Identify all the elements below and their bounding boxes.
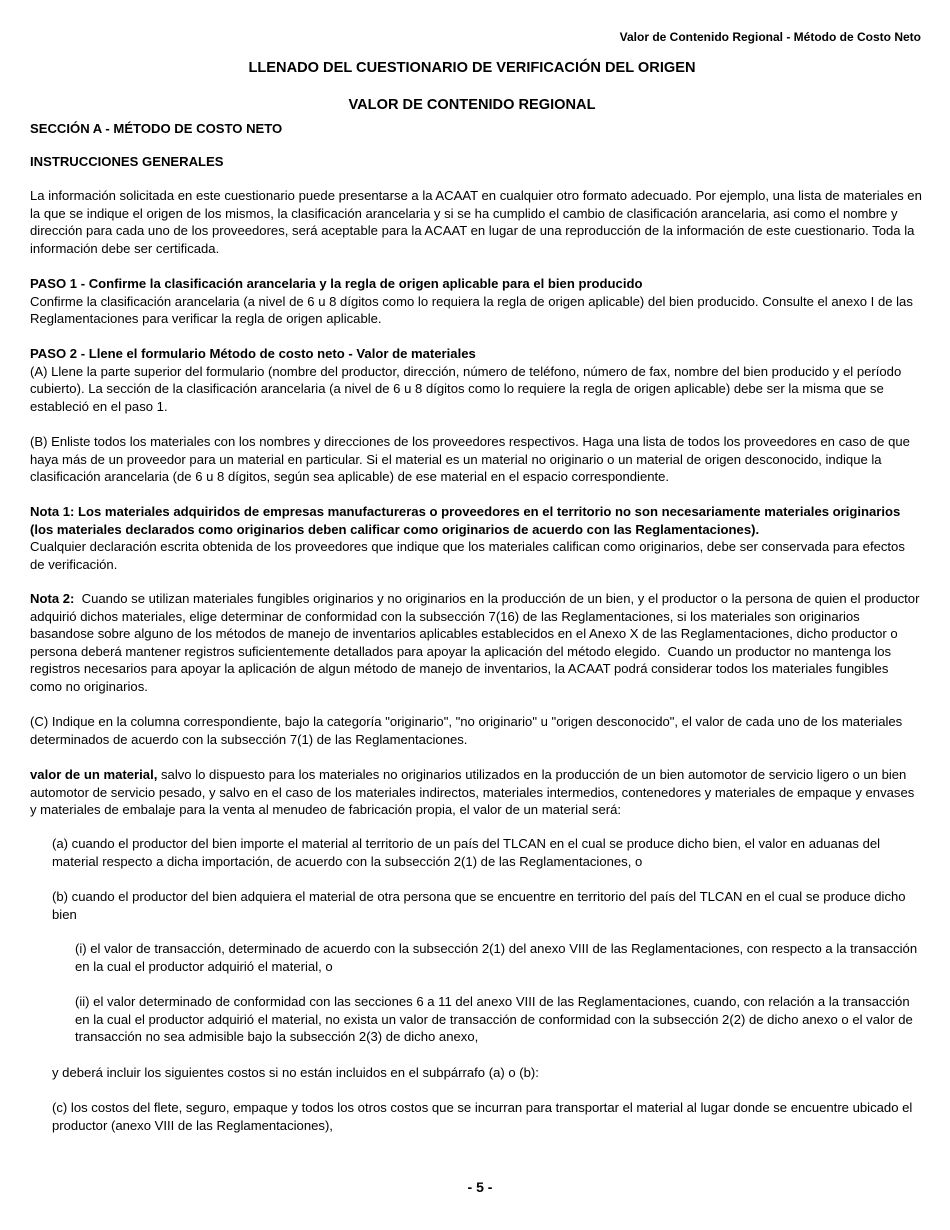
note1-bold: Nota 1: Los materiales adquiridos de empresas manufactureras o proveedores en el territorio no son necesariamente materiales originarios (los materiales declarados como originarios deben calificar como originarios de acuerdo con las Reglamentaciones). — [30, 504, 901, 537]
general-instructions-heading: INSTRUCCIONES GENERALES — [30, 154, 224, 169]
item-b-i: (i) el valor de transacción, determinado de acuerdo con la subsección 2(1) del anexo VIII de las Reglamentaciones, con respecto a la transacción en la cual el productor adquirió el material, o — [75, 941, 918, 974]
note1-text: Cualquier declaración escrita obtenida de los proveedores que indique que los materiales califican como originarios, debe ser conservada para efectos de verificación. — [30, 539, 905, 572]
step2-c-text: (C) Indique en la columna correspondiente, bajo la categoría "originario", "no originario" u "origen desconocido", el valor de cada uno de los materiales determinados de acuerdo con la subsección 7(1) de las Reglamentaciones. — [30, 714, 903, 747]
document-subtitle: VALOR DE CONTENIDO REGIONAL — [348, 97, 596, 113]
note1 — [30, 503, 922, 573]
step2-b-text: (B) Enliste todos los materiales con los nombres y direcciones de los proveedores respectivos. Haga una lista de todos los proveedores en caso de que haya más de un proveedor para un material en particular. Si el material es un material no originario o un material de origen desconocido, indique la clasificación arancelaria (de 6 u 8 dígitos, según sea aplicable) de ese material en el espacio correspondiente. — [30, 434, 910, 485]
step1 — [30, 275, 922, 328]
note2-text: Cuando se utilizan materiales fungibles originarios y no originarios en la producción de un bien, y el productor o la persona de quien el productor adquirió dichos materiales, elige determinar de conformidad con la subsección 7(16) de las Reglamentaciones, si los materiales son originarios basandose sobre alguno de los métodos de manejo de inventarios aplicables establecidos en el Anexo X de las Reglamentaciones, dicho productor o persona deberá mantener registros suficientemente detallados para apoyar la aplicación del método elegido. Cuando un productor no mantenga los registros necesarios para apoyar la aplicación de algun método de manejo de inventarios, la ACAAT podrá considerar todos los materiales fungibles como no originarios. — [30, 591, 924, 694]
note2-label: Nota 2: — [30, 591, 75, 606]
item-b-ii: (ii) el valor determinado de conformidad con las secciones 6 a 11 del anexo VIII de las Reglamentaciones, cuando, con relación a la transacción en la cual el productor adquirió el material, no exista un valor de transacción de conformidad con la subsección 2(2) de dicho anexo o el valor de transacción no sea admisible bajo la subsección 2(3) de dicho anexo, — [75, 994, 913, 1045]
step2-a-text: (A) Llene la parte superior del formulario (nombre del productor, dirección, número de teléfono, número de fax, nombre del bien producido y el período cubierto). La sección de la clasificación arancelaria (a nivel de 6 u 8 dígitos como lo requiere la regla de origen aplicable) debe ser la misma que se estableció en el paso 1. — [30, 363, 902, 414]
item-b: (b) cuando el productor del bien adquiera el material de otra persona que se encuentre en territorio del país del TLCAN en el cual se produce dicho bien — [52, 889, 906, 922]
material-value-label: valor de un material, — [30, 767, 158, 782]
step2 — [30, 345, 922, 415]
section-a-heading: SECCIÓN A - MÉTODO DE COSTO NETO — [30, 121, 283, 136]
step1-text: Confirme la clasificación arancelaria (a nivel de 6 u 8 dígitos como lo requiera la regla de origen aplicable) del bien producido. Consulte el anexo I de las Reglamentaciones para verificar la regla de origen aplicable. — [30, 293, 913, 327]
intro-paragraph: La información solicitada en este cuestionario puede presentarse a la ACAAT en cualquier otro formato adecuado. Por ejemplo, una lista de materiales en la que se indique el origen de los mismos, la clasificación arancelaria y si se ha cumplido el cambio de clasificación arancelaria, asi como el nombre y dirección para cada uno de los proveedores, será aceptable para la ACAAT en lugar de una reproducción de la información de este cuestionario. Toda la información debe ser certificada. — [30, 188, 922, 256]
step2-heading: PASO 2 - Llene el formulario Método de costo neto - Valor de materiales — [30, 346, 476, 361]
document-title: LLENADO DEL CUESTIONARIO DE VERIFICACIÓN DEL ORIGEN — [248, 60, 696, 76]
page-number: - 5 - — [467, 1179, 493, 1195]
running-header: Valor de Contenido Regional - Método de Costo Neto — [619, 30, 921, 44]
material-value-definition — [30, 766, 922, 819]
costs-intro: y deberá incluir los siguientes costos si no están incluidos en el subpárrafo (a) o (b): — [52, 1065, 539, 1080]
material-value-text: salvo lo dispuesto para los materiales no originarios utilizados en la producción de un bien automotor de servicio ligero o un bien automotor de servicio pesado, y salvo en el caso de los materiales indirectos, materiales intermedios, contenedores y materiales de empaque y envases y materiales de embalaje para la venta al menudeo de fabricación propia, el valor de un material será: — [30, 767, 918, 818]
step1-heading: PASO 1 - Confirme la clasificación arancelaria y la regla de origen aplicable para el bien producido — [30, 276, 643, 291]
item-a: (a) cuando el productor del bien importe el material al territorio de un país del TLCAN en el cual se produce dicho bien, el valor en aduanas del material respecto a dicha importación, de acuerdo con la subsección 2(1) de las Reglamentaciones, o — [52, 836, 881, 869]
item-c: (c) los costos del flete, seguro, empaque y todos los otros costos que se incurran para transportar el material al lugar donde se encuentre ubicado el productor (anexo VIII de las Reglamentaciones), — [52, 1100, 913, 1133]
note2 — [30, 590, 922, 696]
